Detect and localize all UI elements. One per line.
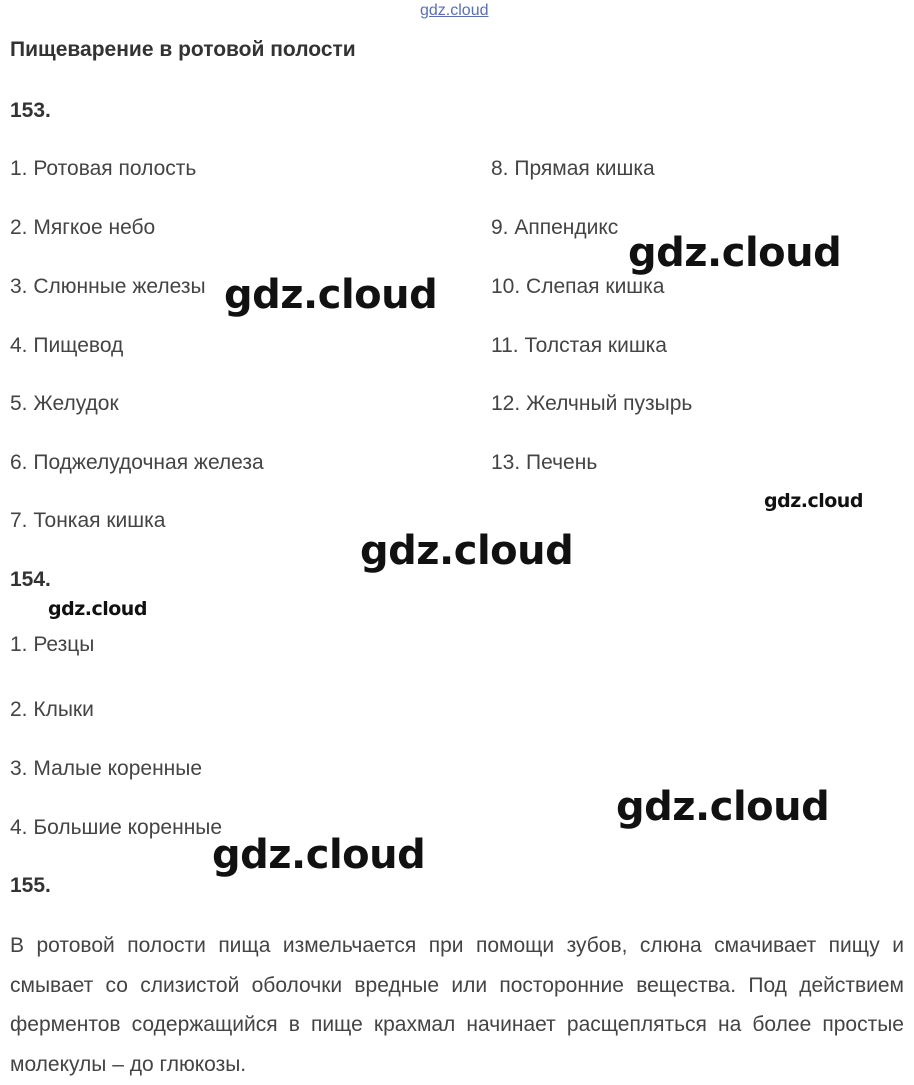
answer-paragraph: В ротовой полости пища измельчается при помощи зубов, слюна смачивает пищу и смывает со слизистой оболочки вредные или посторонние вещества. Под действием ферментов содержащийся в пище крахмал начинает расщепляться на более простые молекулы – до глюкозы. [10, 934, 904, 1076]
watermark: gdz.cloud [48, 598, 147, 620]
list-item: 3. Малые коренные [10, 757, 203, 780]
list-item: 12. Желчный пузырь [491, 392, 693, 415]
list-item: 7. Тонкая кишка [10, 509, 166, 532]
list-item: 4. Пищевод [10, 334, 124, 357]
list-item: 9. Аппендикс [491, 216, 619, 239]
question-153-number: 153. [10, 99, 51, 122]
list-item: 13. Печень [491, 451, 598, 474]
list-item: 11. Толстая кишка [491, 334, 667, 357]
question-155-number: 155. [10, 874, 51, 897]
list-item: 1. Ротовая полость [10, 157, 197, 180]
list-item: 6. Поджелудочная железа [10, 451, 264, 474]
header-link[interactable]: gdz.cloud [420, 2, 489, 19]
list-item: 1. Резцы [10, 633, 95, 656]
list-item: 10. Слепая кишка [491, 275, 665, 298]
watermark: gdz.cloud [360, 528, 574, 574]
watermark: gdz.cloud [212, 832, 426, 878]
list-item: 2. Клыки [10, 698, 94, 721]
watermark: gdz.cloud [616, 784, 830, 830]
list-item: 8. Прямая кишка [491, 157, 655, 180]
list-item: 5. Желудок [10, 392, 119, 415]
watermark: gdz.cloud [764, 490, 863, 512]
watermark: gdz.cloud [628, 230, 842, 276]
list-item: 4. Большие коренные [10, 816, 223, 839]
question-154-number: 154. [10, 568, 51, 591]
watermark: gdz.cloud [224, 272, 438, 318]
page-title: Пищеварение в ротовой полости [10, 38, 356, 61]
list-item: 2. Мягкое небо [10, 216, 156, 239]
list-item: 3. Слюнные железы [10, 275, 206, 298]
